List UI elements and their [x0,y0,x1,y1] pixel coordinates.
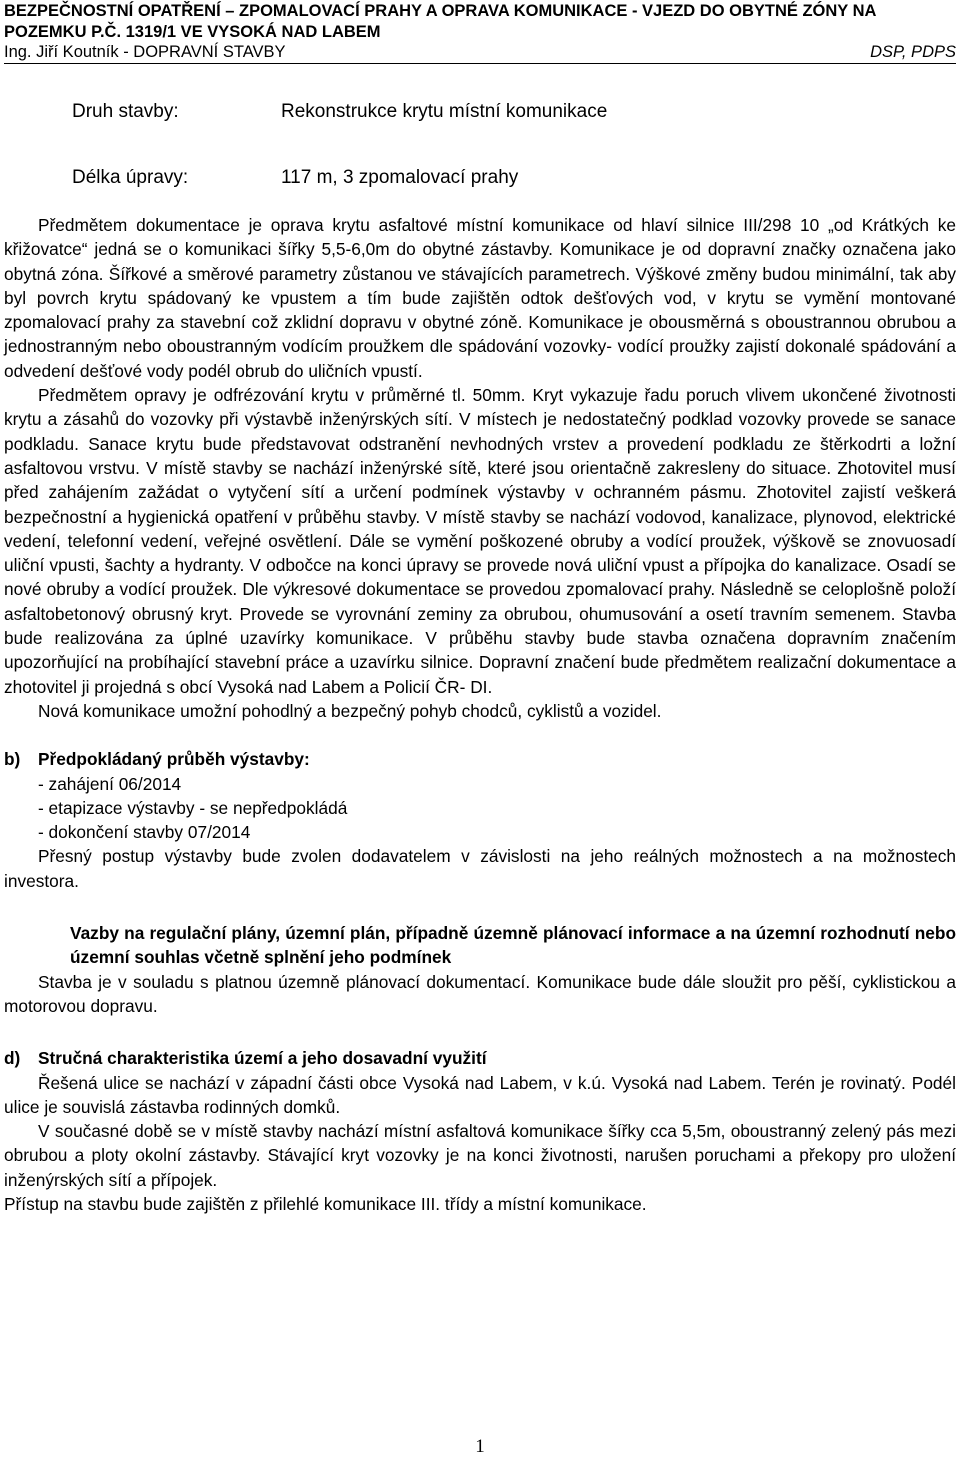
section-d-title: Stručná charakteristika území a jeho dosavadní využití [38,1048,487,1069]
section-a-paragraph-1: Předmětem dokumentace je oprava krytu asfaltové místní komunikace od hlaví silnice III/298 10 „od Krátkých ke křižovatce“ jedná se o komunikaci šířky 5,5-6,0m do obytné zástavby. Komunikace je od dopravní značky označena jako obytná zóna. Šířkové a směrové parametry zůstanou ve stávajících parametrech. Výškové změny budou minimální, tak aby byl povrch krytu spádovaný ke vpustem a tím bude zajištěn odtok dešťových vod, v krytu se vymění montované zpomalovací prahy za stavební což zklidní dopravu v obytné zóně. Komunikace je obousměrná s oboustrannou obrubou a jednostranným nebo oboustranným vodícím proužkem dle spádování vozovky- vodící proužky zajistí dokonalé spádování a odvedení dešťové vody podél obrub do uličních vpustí. [4,215,956,381]
section-b-marker: b) [4,749,21,770]
section-b-heading [4,747,956,771]
construction-type-label: Druh stavby: [72,101,179,122]
section-d-heading [4,1046,956,1070]
schedule-list [4,772,956,845]
section-a-paragraph-2: Předmětem opravy je odfrézování krytu v průměrné tl. 50mm. Kryt vykazuje řadu poruch vlivem ukončené životnosti krytu a zásahů do vozovky při výstavbě inženýrských sítí. V místech je nedostatečný podklad vozovky provede se sanace podkladu. Sanace krytu bude představovat odstranění nevhodných vrstev a provedení podkladu ze štěrkodrti a ložní asfaltovou vrstvu. V místě stavby se nachází inženýrské sítě, které jsou orientačně zakresleny do situace. Zhotovitel musí před zahájením zažádat o vytyčení sítí a určení podmínek výstavby v ochranném pásmu. Zhotovitel zajistí veškerá bezpečnostní a hygienická opatření v průběhu stavby. V místě stavby se nachází vodovod, kanalizace, plynovod, elektrické vedení, telefonní vedení, veřejné osvětlení. Dále se vymění poškozené obruby a vodící proužek, výškově se znovuosadí uliční vpusti, šachty a hydranty. V odbočce na konci úpravy se provede nová uliční vpust a přípojka do kanalizace. Osadí se nové obruby a vodící proužek. Dle výkresové dokumentace se provedou zpomalovací prahy. Následně se celoplošně položí asfaltobetonový obrusný kryt. Provede se vyrovnání zeminy za obrubou, ohumusování a osetí travním semenem. Stavba bude realizována za úplné uzavírky komunikace. V průběhu stavby bude stavba označena dopravním značením upozorňující na probíhající stavební práce a uzavírku silnice. Dopravní značení bude předmětem realizační dokumentace a zhotovitel ji projedná s obcí Vysoká nad Labem a Policií ČR- DI. [4,385,956,697]
header-subline [4,43,956,64]
section-c-heading [4,921,956,970]
page-number: 1 [475,1436,485,1457]
author-line: Ing. Jiří Koutník - DOPRAVNÍ STAVBY [4,43,286,61]
document-title: BEZPEČNOSTNÍ OPATŘENÍ – ZPOMALOVACÍ PRAHY A OPRAVA KOMUNIKACE - VJEZD DO OBYTNÉ ZÓNY NA POZEMKU P.Č. 1319/1 VE VYSOKÁ NAD LABEM [4,2,876,41]
document-type: DSP, PDPS [870,43,956,61]
section-d-marker: d) [4,1048,21,1069]
schedule-item-phasing: - etapizace výstavby - se nepředpokládá [38,797,348,818]
section-c-marker [4,921,70,945]
construction-type-value: Rekonstrukce krytu místní komunikace [281,101,608,122]
page-header [4,0,956,64]
section-d-paragraph-3: Přístup na stavbu bude zajištěn z přilehlé komunikace III. třídy a místní komunikace. [4,1193,647,1214]
schedule-item-start: - zahájení 06/2014 [38,773,182,794]
section-d-paragraph-2: V současné době se v místě stavby nachází místní asfaltová komunikace šířky cca 5,5m, oboustranný zelený pás mezi obrubou a ploty okolní zástavby. Stávající kryt vozovky je na konci životnosti, narušen poruchami a překopy pro uložení inženýrských sítí a přípojek. [4,1121,956,1190]
schedule-item-end: - dokončení stavby 07/2014 [38,822,251,843]
length-value: 117 m, 3 zpomalovací prahy [281,167,519,188]
section-c-text: Stavba je v souladu s platnou územně plánovací dokumentací. Komunikace bude dále sloužit pro pěší, cyklistickou a motorovou dopravu. [4,971,956,1016]
section-b-text: Přesný postup výstavby bude zvolen dodavatelem v závislosti na jeho reálných možnostech a na možnostech investora. [4,846,956,891]
document-body [4,213,956,1216]
section-d-paragraph-1: Řešená ulice se nachází v západní části obce Vysoká nad Labem, v k.ú. Vysoká nad Labem. Terén je rovinatý. Podél ulice je souvislá zástavba rodinných domků. [4,1072,956,1117]
section-b-title: Předpokládaný průběh výstavby: [38,749,310,770]
section-a-paragraph-3: Nová komunikace umožní pohodlný a bezpečný pohyb chodců, cyklistů a vozidel. [38,700,662,721]
section-c-title: Vazby na regulační plány, územní plán, případně územně plánovací informace a na územní rozhodnutí nebo územní souhlas včetně splnění jeho podmínek [70,923,956,968]
length-label: Délka úpravy: [72,167,189,188]
